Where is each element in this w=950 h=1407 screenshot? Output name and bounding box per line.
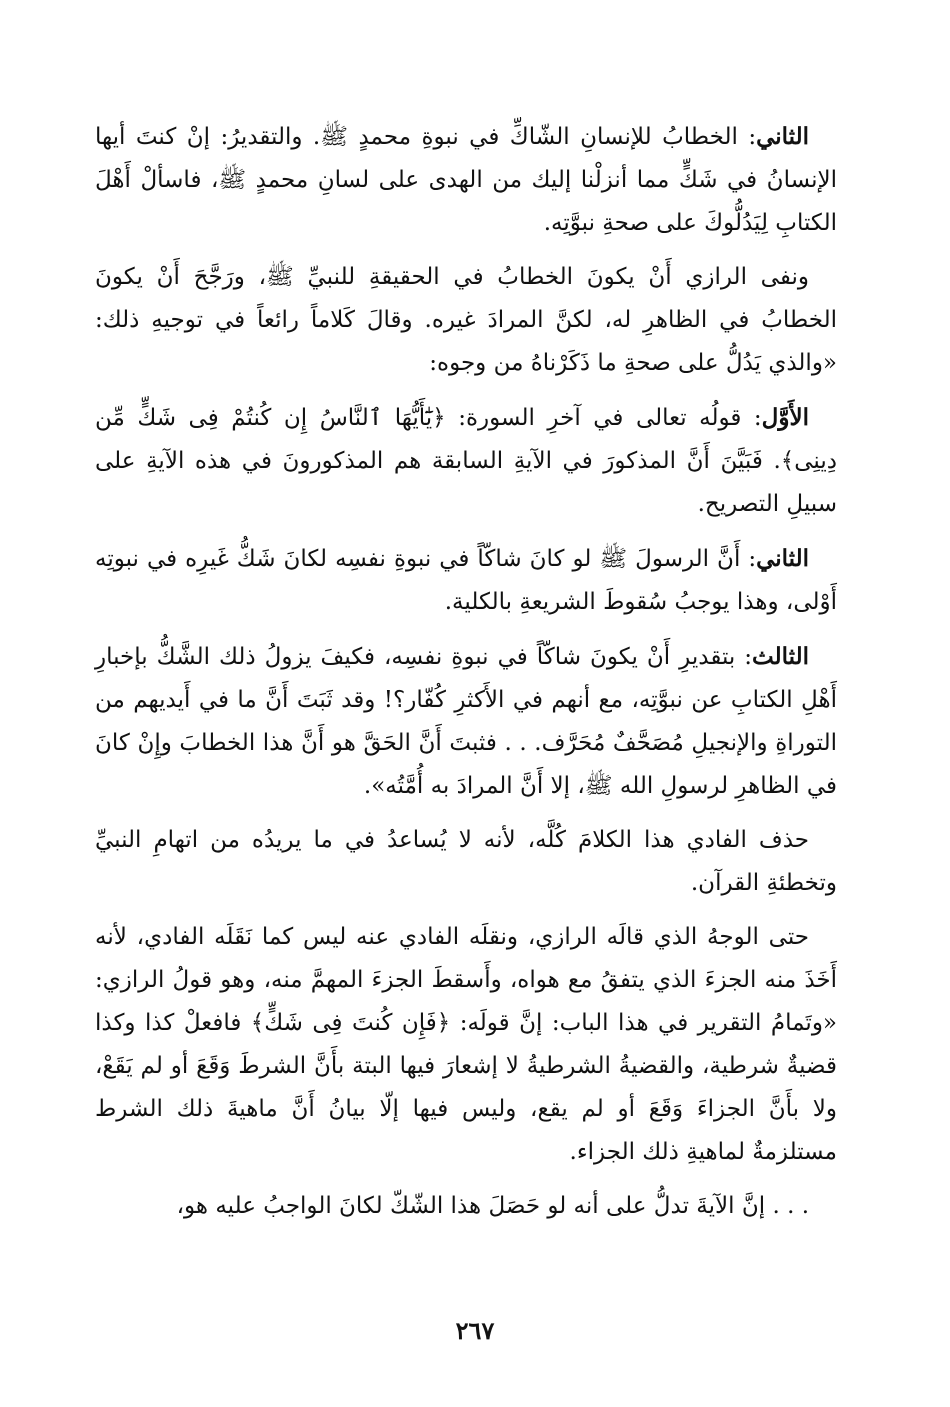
paragraph-4	[95, 537, 837, 624]
page-body	[95, 115, 837, 1239]
paragraph-lead: الأَوَّل	[761, 404, 809, 431]
paragraph-lead: الثاني	[756, 545, 809, 572]
paragraph-text: ونفى الرازي أَنْ يكونَ الخطابُ في الحقيقةِ للنبيِّ ﷺ، ورَجَّحَ أَنْ يكونَ الخطابُ في الظاهرِ له، لكنَّ المرادَ غيره. وقالَ كَلاماً رائعاً في توجيهِ ذلك: «والذي يَدُلُّ على صحةِ ما ذَكَرْناهُ من وجوه:	[95, 264, 837, 376]
paragraph-6	[95, 819, 837, 905]
paragraph-lead: الثاني	[756, 123, 809, 150]
paragraph-text: : أَنَّ الرسولَ ﷺ لو كانَ شاكّاً في نبوةِ نفسِه لكانَ شَكُّ غَيرِه في نبوتِه أَوْلى، وهذا يوجبُ سُقوطَ الشريعةِ بالكلية.	[95, 546, 837, 615]
paragraph-text: حتى الوجهُ الذي قالَه الرازي، ونقلَه الفادي عنه ليس كما نَقَلَه الفادي، لأنه أَخَذَ منه الجزءَ الذي يتفقُ مع هواه، وأَسقطَ الجزءَ المهمَّ منه، وهو قولُ الرازي: «وتَمامُ التقرير في هذا الباب: إنَّ قولَه: ﴿فَإِن كُنتَ فِى شَكٍّ﴾ فافعلْ كذا وكذا قضيةٌ شرطية، والقضيةُ الشرطيةُ لا إشعارَ فيها البتة بأَنَّ الشرطَ وَقَعَ أو لم يَقَعْ، ولا بأَنَّ الجزاءَ وَقَعَ أو لم يقع، وليس فيها إلّا بيانُ أَنَّ ماهيةَ ذلك الشرط مستلزمةٌ لماهيةِ ذلك الجزاء.	[95, 924, 837, 1165]
paragraph-text: حذف الفادي هذا الكلامَ كُلَّه، لأنه لا يُساعدُ في ما يريدُه من اتهامِ النبيِّ وتخطئةِ القرآن.	[95, 827, 837, 896]
paragraph-text: . . . إنَّ الآيةَ تدلُّ على أنه لو حَصَلَ هذا الشّكّ لكانَ الواجبُ عليه هو،	[176, 1193, 809, 1219]
paragraph-lead: الثالث	[752, 643, 809, 670]
paragraph-8	[95, 1185, 837, 1228]
paragraph-text: : بتقديرِ أَنْ يكونَ شاكّاً في نبوةِ نفسِه، فكيفَ يزولُ ذلك الشَّكُّ بإخبارِ أَهْلِ الكتابِ عن نبوَّتِه، مع أنهم في الأَكثرِ كُفّار؟! وقد ثَبَتَ أَنَّ ما في أَيديهم من التوراةِ والإنجيلِ مُصَحَّفٌ مُحَرَّف. . . فثبتَ أَنَّ الحَقَّ هو أَنَّ هذا الخطابَ وإِنْ كانَ في الظاهرِ لرسولِ الله ﷺ، إلا أَنَّ المرادَ به أُمَّتُه».	[95, 644, 837, 799]
page-number: ٢٦٧	[455, 1316, 495, 1345]
paragraph-7	[95, 916, 837, 1174]
paragraph-2	[95, 256, 837, 385]
paragraph-1	[95, 115, 837, 245]
paragraph-text: : الخطابُ للإنسانِ الشّاكِّ في نبوةِ محمدٍ ﷺ. والتقديرُ: إنْ كنتَ أيها الإنسانُ في شَكٍّ مما أنزلْنا إليك من الهدى على لسانِ محمدٍ ﷺ، فاسألْ أَهْلَ الكتابِ لِيَدُلُّوكَ على صحةِ نبوَّتِه.	[95, 124, 837, 236]
paragraph-3	[95, 396, 837, 526]
paragraph-text: : قولُه تعالى في آخرِ السورة: ﴿يَٰٓأَيُّهَا ٱلنَّاسُ إِن كُنتُمْ فِى شَكٍّ مِّن دِينِى﴾. فَبَيَّنَ أَنَّ المذكورَ في الآيةِ السابقة هم المذكورونَ في هذه الآيةِ على سبيلِ التصريح.	[95, 405, 837, 517]
paragraph-5	[95, 635, 837, 808]
